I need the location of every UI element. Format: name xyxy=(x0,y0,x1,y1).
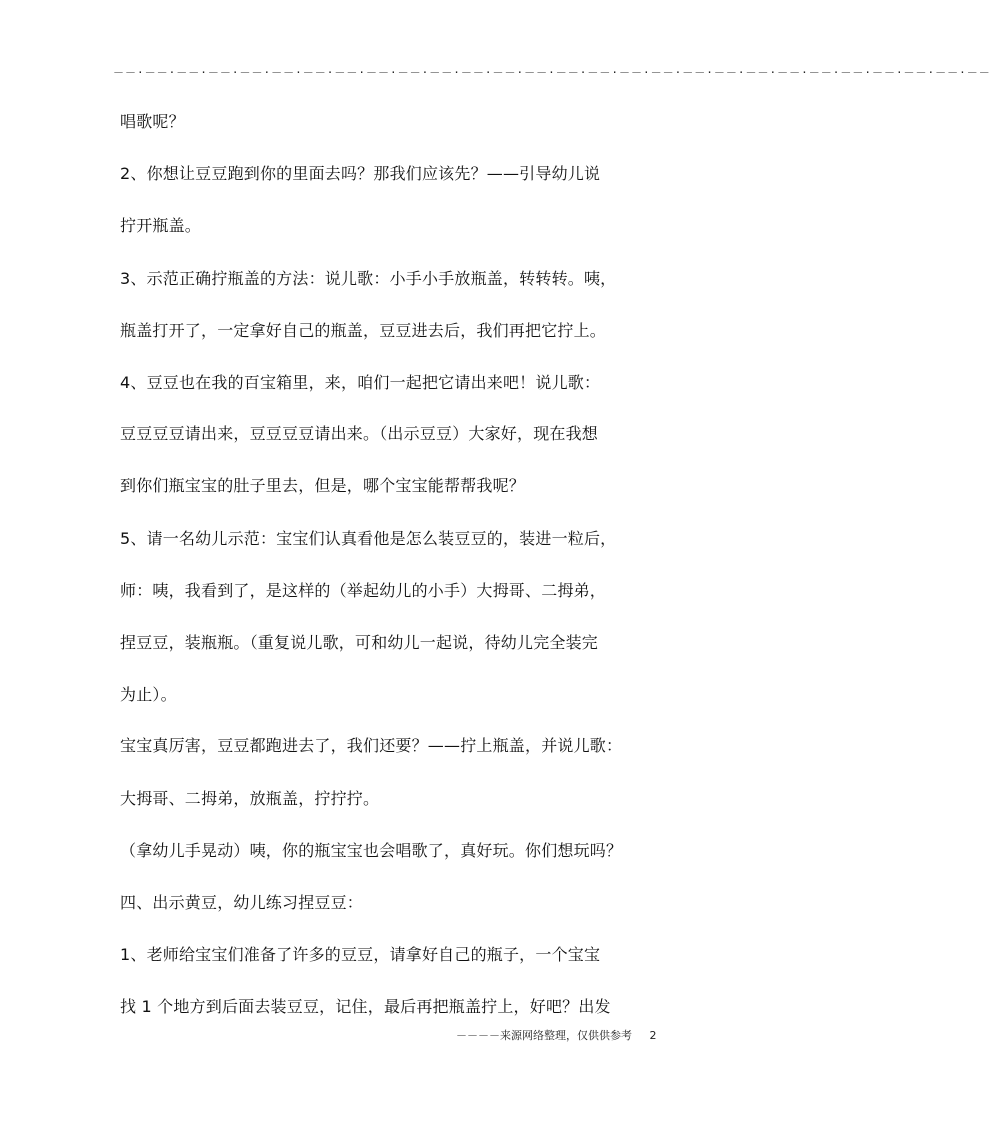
paragraph-line: 大拇哥、二拇弟，放瓶盖，拧拧拧。 xyxy=(120,789,380,808)
paragraph-line: 1、老师给宝宝们准备了许多的豆豆，请拿好自己的瓶子，一个宝宝 xyxy=(120,945,601,964)
paragraph-line: 四、出示黄豆，幼儿练习捏豆豆： xyxy=(120,893,364,912)
paragraph-line: 唱歌呢？ xyxy=(120,112,185,131)
paragraph-line: 宝宝真厉害，豆豆都跑进去了，我们还要？——拧上瓶盖，并说儿歌： xyxy=(120,736,623,755)
paragraph-line: 为止）。 xyxy=(120,685,177,704)
paragraph-line: 到你们瓶宝宝的肚子里去，但是，哪个宝宝能帮帮我呢？ xyxy=(120,476,526,495)
paragraph-line: 5、请一名幼儿示范：宝宝们认真看他是怎么装豆豆的，装进一粒后， xyxy=(120,529,617,548)
paragraph-line: 捏豆豆，装瓶瓶。（重复说儿歌，可和幼儿一起说，待幼儿完全装完 xyxy=(120,633,599,652)
page-footer xyxy=(456,1029,686,1043)
paragraph-line: 3、示范正确拧瓶盖的方法：说儿歌：小手小手放瓶盖，转转转。咦， xyxy=(120,269,617,288)
header-dashed-rule: －－·－－·－－·－－·－－·－－·－－·－－·－－·－－·－－·－－·－－·－－·－－·－－·－－·－－·－－·－－·－－·－－·－－·－－·－－·－－·－－·－－ xyxy=(113,66,991,79)
paragraph-line: 2、你想让豆豆跑到你的里面去吗？那我们应该先？——引导幼儿说 xyxy=(120,164,601,183)
footer-source-note: －－－－来源网络整理，仅供供参考 xyxy=(456,1029,632,1042)
paragraph-line: 拧开瓶盖。 xyxy=(120,216,202,235)
paragraph-line: 瓶盖打开了，一定拿好自己的瓶盖，豆豆进去后，我们再把它拧上。 xyxy=(120,321,607,340)
paragraph-line: 师：咦，我看到了，是这样的（举起幼儿的小手）大拇哥、二拇弟， xyxy=(120,581,607,600)
paragraph-line: 豆豆豆豆请出来，豆豆豆豆请出来。（出示豆豆）大家好，现在我想 xyxy=(120,424,599,443)
page-number: 2 xyxy=(649,1029,657,1042)
paragraph-line: 4、豆豆也在我的百宝箱里，来，咱们一起把它请出来吧！说儿歌： xyxy=(120,373,601,392)
paragraph-line: 找 1 个地方到后面去装豆豆，记住，最后再把瓶盖拧上，好吧？出发 xyxy=(120,997,611,1016)
paragraph-line: （拿幼儿手晃动）咦，你的瓶宝宝也会唱歌了，真好玩。你们想玩吗？ xyxy=(120,841,623,860)
